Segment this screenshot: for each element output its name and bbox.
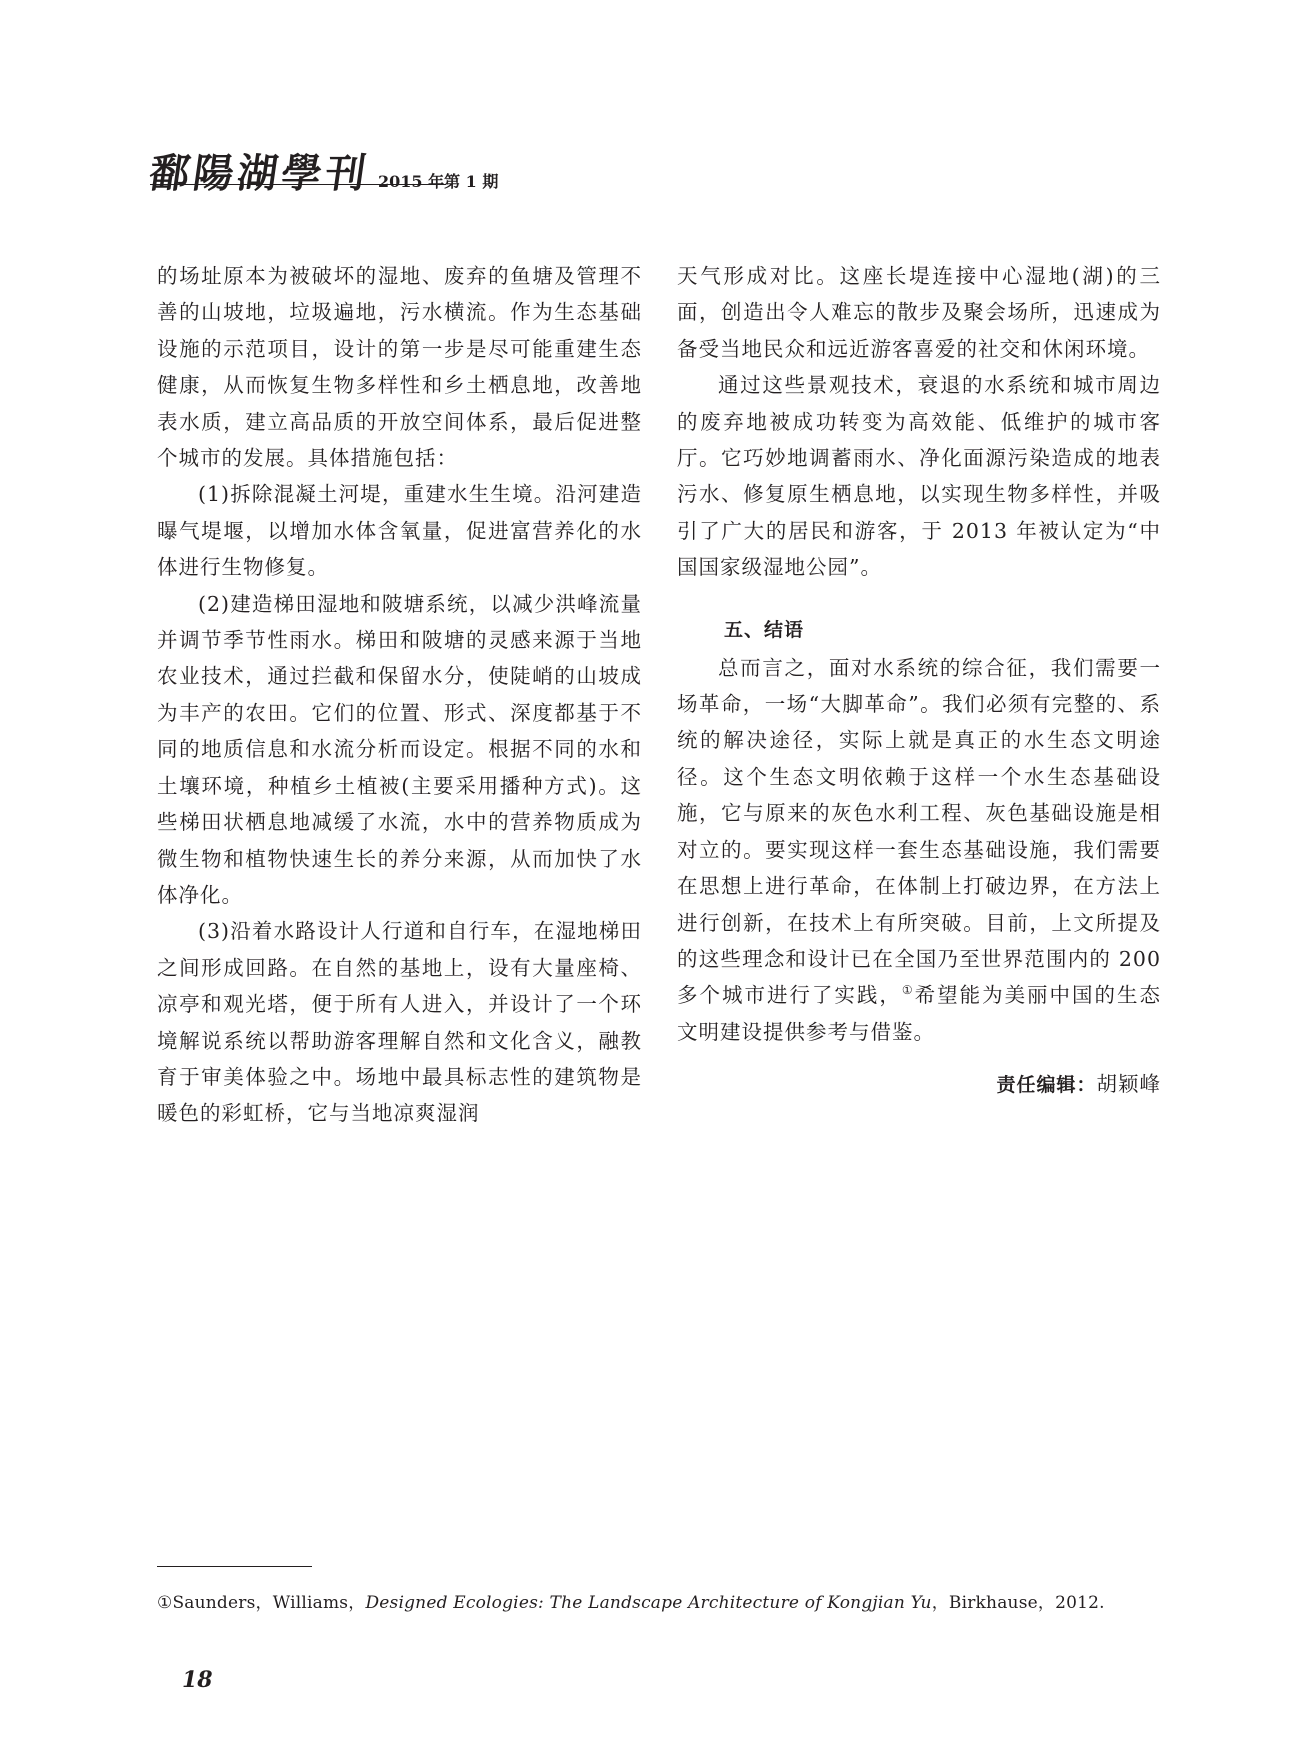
paragraph: 天气形成对比。这座长堤连接中心湿地(湖)的三面，创造出令人难忘的散步及聚会场所，迅速成为备受当地民众和远近游客喜爱的社交和休闲环境。 [677, 264, 1161, 361]
page-number: 18 [182, 1667, 213, 1693]
left-column [157, 258, 642, 1132]
paragraph: (2)建造梯田湿地和陂塘系统，以减少洪峰流量并调节季节性雨水。梯田和陂塘的灵感来源于当地农业技术，通过拦截和保留水分，使陡峭的山坡成为丰产的农田。它们的位置、形式、深度都基于不同的地质信息和水流分析而设定。根据不同的水和土壤环境，种植乡土植被(主要采用播种方式)。这些梯田状栖息地减缓了水流，水中的营养物质成为微生物和植物快速生长的养分来源，从而加快了水体净化。 [157, 591, 642, 907]
footnote-book-title: Designed Ecologies: The Landscape Architecture of Kongjian Yu [365, 1593, 932, 1613]
editor-credit [677, 1066, 1161, 1103]
footnote [157, 1588, 1105, 1613]
right-column [677, 258, 1161, 1104]
journal-logo: 鄱陽湖學刊 [146, 151, 373, 197]
paragraph [677, 650, 1161, 1050]
editor-name: 胡颖峰 [1096, 1072, 1161, 1097]
paragraph: (3)沿着水路设计人行道和自行车，在湿地梯田之间形成回路。在自然的基地上，设有大量座椅、凉亭和观光塔，便于所有人进入，并设计了一个环境解说系统以帮助游客理解自然和文化含义，融教育于审美体验之中。场地中最具标志性的建筑物是暖色的彩虹桥，它与当地凉爽湿润 [157, 919, 642, 1126]
section-heading: 五、结语 [724, 618, 805, 641]
paragraph: 的场址原本为被破坏的湿地、废弃的鱼塘及管理不善的山坡地，垃圾遍地，污水横流。作为生态基础设施的示范项目，设计的第一步是尽可能重建生态健康，从而恢复生物多样性和乡土栖息地，改善地表水质，建立高品质的开放空间体系，最后促进整个城市的发展。具体措施包括： [157, 264, 642, 471]
issue-label: 2015 年第 1 期 [378, 172, 499, 191]
paragraph-text: 希望能为美丽中国的生态文明建设提供参考与借鉴。 [677, 983, 1161, 1044]
editor-label: 责任编辑： [996, 1074, 1097, 1097]
masthead [146, 142, 499, 199]
footnote-reference[interactable]: ① [901, 983, 915, 998]
footnote-rule [157, 1566, 312, 1567]
paragraph: 通过这些景观技术，衰退的水系统和城市周边的废弃地被成功转变为高效能、低维护的城市客厅。它巧妙地调蓄雨水、净化面源污染造成的地表污水、修复原生栖息地，以实现生物多样性，并吸引了广大的居民和游客，于 2013 年被认定为“中国国家级湿地公园”。 [677, 373, 1161, 580]
header-rule [150, 184, 446, 185]
footnote-authors: Saunders，Williams， [172, 1593, 366, 1613]
paragraph-text: 总而言之，面对水系统的综合征，我们需要一场革命，一场“大脚革命”。我们必须有完整的、系统的解决途径，实际上就是真正的水生态文明途径。这个生态文明依赖于这样一个水生态基础设施，它与原来的灰色水利工程、灰色基础设施是相对立的。要实现这样一套生态基础设施，我们需要在思想上进行革命，在体制上打破边界，在方法上进行创新，在技术上有所突破。目前，上文所提及的这些理念和设计已在全国乃至世界范围内的 200 多个城市进行了实践， [677, 655, 1161, 1008]
paragraph: (1)拆除混凝土河堤，重建水生生境。沿河建造曝气堤堰，以增加水体含氧量，促进富营养化的水体进行生物修复。 [157, 482, 642, 580]
footnote-publisher: ，Birkhause，2012. [931, 1593, 1105, 1613]
footnote-marker: ① [157, 1593, 173, 1613]
